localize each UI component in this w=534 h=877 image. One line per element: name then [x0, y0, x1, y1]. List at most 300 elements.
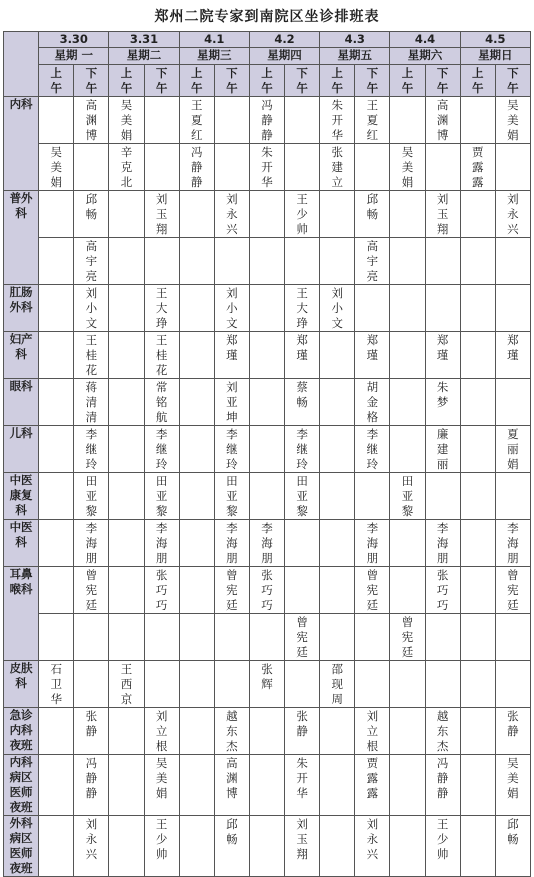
schedule-cell [39, 332, 74, 379]
doctor-name [296, 671, 308, 672]
date-header: 4.5 [460, 32, 530, 48]
weekday-row [4, 48, 531, 65]
pm-header: 下午 [355, 65, 390, 97]
doctor-name [296, 154, 308, 155]
schedule-cell [425, 661, 460, 708]
doctor-name: 李海朋 [436, 521, 449, 565]
department-name: 中医康复科 [4, 473, 39, 520]
doctor-name: 李继玲 [296, 427, 308, 471]
schedule-cell [39, 379, 74, 426]
doctor-name [156, 248, 168, 249]
doctor-name: 郑瑾 [296, 333, 308, 362]
schedule-cell [214, 614, 249, 661]
doctor-name: 郑瑾 [507, 333, 519, 362]
date-header: 3.30 [39, 32, 109, 48]
doctor-name [191, 436, 203, 437]
pm-header: 下午 [74, 65, 109, 97]
schedule-cell [390, 332, 425, 379]
schedule-cell [179, 816, 214, 877]
doctor-name [50, 201, 62, 202]
schedule-cell [390, 755, 425, 816]
doctor-name [437, 671, 449, 672]
schedule-cell [320, 426, 355, 473]
schedule-cell [460, 614, 495, 661]
department-row [4, 816, 531, 877]
doctor-name [296, 577, 308, 578]
doctor-name: 李海朋 [366, 521, 379, 565]
schedule-cell [390, 191, 425, 238]
schedule-cell [495, 144, 530, 191]
doctor-name: 吴美娟 [507, 98, 519, 142]
doctor-name [402, 436, 414, 437]
schedule-cell [425, 238, 460, 285]
doctor-name: 曾宪廷 [366, 568, 379, 612]
schedule-cell [495, 191, 530, 238]
schedule-cell [74, 708, 109, 755]
schedule-cell [460, 426, 495, 473]
doctor-name [472, 107, 484, 108]
schedule-cell [249, 97, 284, 144]
schedule-cell [179, 144, 214, 191]
schedule-cell [144, 426, 179, 473]
doctor-name: 刘小文 [85, 286, 98, 330]
doctor-name [472, 671, 484, 672]
schedule-cell [74, 614, 109, 661]
schedule-cell [320, 614, 355, 661]
doctor-name: 胡金格 [366, 380, 379, 424]
schedule-cell [495, 520, 530, 567]
doctor-name [472, 577, 484, 578]
schedule-cell [74, 97, 109, 144]
doctor-name: 冯静静 [85, 756, 98, 800]
department-row [4, 97, 531, 144]
doctor-name [331, 765, 343, 766]
schedule-cell [355, 520, 390, 567]
schedule-cell [249, 816, 284, 877]
doctor-name [261, 248, 273, 249]
department-name: 耳鼻喉科 [4, 567, 39, 661]
doctor-name [191, 826, 203, 827]
schedule-cell [355, 661, 390, 708]
doctor-name: 张静 [85, 709, 98, 738]
schedule-cell [39, 238, 74, 285]
schedule-cell [214, 473, 249, 520]
schedule-cell [425, 816, 460, 877]
schedule-cell [285, 144, 320, 191]
schedule-cell [179, 285, 214, 332]
doctor-name [121, 530, 133, 531]
doctor-name [331, 577, 343, 578]
schedule-cell [144, 379, 179, 426]
doctor-name [156, 671, 168, 672]
schedule-cell [320, 238, 355, 285]
doctor-name: 刘小文 [331, 286, 343, 330]
schedule-cell [74, 191, 109, 238]
doctor-name [472, 295, 484, 296]
doctor-name: 郑瑾 [226, 333, 238, 362]
doctor-name: 吴美娟 [50, 145, 62, 189]
schedule-cell [249, 567, 284, 614]
schedule-cell [39, 614, 74, 661]
schedule-cell [249, 426, 284, 473]
schedule-cell [390, 661, 425, 708]
weekday-header: 星期六 [390, 48, 460, 65]
doctor-name: 王夏红 [190, 98, 203, 142]
schedule-cell [74, 520, 109, 567]
doctor-name: 曾宪廷 [226, 568, 238, 612]
schedule-cell [144, 816, 179, 877]
schedule-cell [214, 816, 249, 877]
schedule-cell [390, 238, 425, 285]
doctor-name [50, 765, 62, 766]
schedule-cell [109, 332, 144, 379]
doctor-name: 辛克北 [120, 145, 133, 189]
doctor-name: 刘永兴 [507, 192, 519, 236]
schedule-cell [460, 567, 495, 614]
schedule-cell [320, 332, 355, 379]
doctor-name [507, 248, 519, 249]
schedule-cell [74, 332, 109, 379]
schedule-cell [249, 708, 284, 755]
schedule-cell [144, 614, 179, 661]
schedule-cell [74, 379, 109, 426]
doctor-name [261, 624, 273, 625]
schedule-cell [320, 97, 355, 144]
schedule-cell [285, 285, 320, 332]
schedule-cell [214, 144, 249, 191]
doctor-name [226, 154, 238, 155]
schedule-cell [109, 708, 144, 755]
schedule-cell [179, 332, 214, 379]
doctor-name: 曾宪廷 [85, 568, 98, 612]
am-header: 上午 [39, 65, 74, 97]
doctor-name: 张巧巧 [261, 568, 273, 612]
schedule-cell [390, 97, 425, 144]
doctor-name [437, 295, 449, 296]
doctor-name [437, 624, 449, 625]
schedule-cell [285, 661, 320, 708]
doctor-name [50, 389, 62, 390]
doctor-name: 蒋清清 [85, 380, 98, 424]
doctor-name [50, 248, 62, 249]
doctor-name [261, 295, 273, 296]
schedule-cell [460, 379, 495, 426]
doctor-name [191, 577, 203, 578]
department-row [4, 520, 531, 567]
doctor-name: 吴美娟 [507, 756, 519, 800]
doctor-name [331, 718, 343, 719]
doctor-name [367, 154, 379, 155]
doctor-name [86, 671, 98, 672]
date-header: 4.4 [390, 32, 460, 48]
schedule-cell [425, 426, 460, 473]
schedule-cell [249, 144, 284, 191]
doctor-name [402, 671, 414, 672]
doctor-name [367, 671, 379, 672]
schedule-cell [214, 238, 249, 285]
doctor-name: 田亚黎 [296, 474, 308, 518]
doctor-name [261, 483, 273, 484]
doctor-name [472, 624, 484, 625]
schedule-cell [179, 191, 214, 238]
doctor-name [156, 624, 168, 625]
schedule-cell [285, 473, 320, 520]
schedule-cell [425, 520, 460, 567]
doctor-name [472, 826, 484, 827]
schedule-cell [355, 816, 390, 877]
doctor-name: 越东杰 [436, 709, 449, 753]
schedule-cell [214, 426, 249, 473]
doctor-name [437, 154, 449, 155]
doctor-name [121, 718, 133, 719]
doctor-name [50, 483, 62, 484]
doctor-name [472, 248, 484, 249]
doctor-name [50, 530, 62, 531]
schedule-cell [320, 755, 355, 816]
schedule-cell [249, 473, 284, 520]
doctor-name [331, 436, 343, 437]
schedule-cell [425, 755, 460, 816]
schedule-cell [425, 708, 460, 755]
schedule-cell [390, 567, 425, 614]
doctor-name: 曾宪廷 [507, 568, 519, 612]
schedule-cell [214, 755, 249, 816]
schedule-cell [214, 708, 249, 755]
weekday-header: 星期三 [179, 48, 249, 65]
doctor-name: 田亚黎 [85, 474, 98, 518]
pm-header: 下午 [495, 65, 530, 97]
doctor-name: 王桂花 [85, 333, 98, 377]
schedule-cell [285, 238, 320, 285]
schedule-cell [109, 379, 144, 426]
doctor-name: 刘小文 [226, 286, 238, 330]
schedule-cell [390, 708, 425, 755]
schedule-cell [285, 520, 320, 567]
schedule-cell [144, 238, 179, 285]
doctor-name [472, 436, 484, 437]
doctor-name [507, 624, 519, 625]
schedule-cell [179, 708, 214, 755]
doctor-name: 邱畅 [85, 192, 98, 221]
schedule-cell [285, 816, 320, 877]
doctor-name [331, 826, 343, 827]
schedule-cell [179, 379, 214, 426]
schedule-cell [39, 661, 74, 708]
doctor-name: 刘玉翔 [436, 192, 449, 236]
schedule-cell [495, 816, 530, 877]
doctor-name [191, 530, 203, 531]
department-row [4, 426, 531, 473]
schedule-cell [39, 567, 74, 614]
doctor-name: 田亚黎 [226, 474, 238, 518]
schedule-cell [355, 426, 390, 473]
doctor-name: 高渊博 [436, 98, 449, 142]
schedule-cell [390, 426, 425, 473]
schedule-cell [460, 755, 495, 816]
schedule-cell [39, 816, 74, 877]
schedule-cell [144, 755, 179, 816]
doctor-name [402, 389, 414, 390]
schedule-cell [390, 473, 425, 520]
schedule-cell [214, 567, 249, 614]
doctor-name: 刘立根 [366, 709, 379, 753]
schedule-cell [285, 191, 320, 238]
schedule-cell [285, 614, 320, 661]
schedule-cell [144, 708, 179, 755]
schedule-cell [425, 285, 460, 332]
doctor-name [156, 107, 168, 108]
schedule-cell [249, 238, 284, 285]
schedule-cell [495, 285, 530, 332]
doctor-name [121, 201, 133, 202]
schedule-cell [39, 708, 74, 755]
doctor-name [331, 530, 343, 531]
doctor-name [50, 826, 62, 827]
doctor-name [472, 530, 484, 531]
doctor-name [367, 624, 379, 625]
doctor-name [121, 342, 133, 343]
department-name: 眼科 [4, 379, 39, 426]
schedule-cell [425, 97, 460, 144]
schedule-cell [355, 473, 390, 520]
schedule-cell [390, 520, 425, 567]
doctor-name: 李海朋 [85, 521, 98, 565]
schedule-cell [74, 426, 109, 473]
doctor-name [367, 295, 379, 296]
schedule-cell [320, 285, 355, 332]
doctor-name: 廉建丽 [436, 427, 449, 471]
doctor-name: 夏丽娟 [507, 427, 519, 471]
doctor-name: 蔡畅 [296, 380, 308, 409]
doctor-name: 刘玉翔 [296, 817, 308, 861]
doctor-name [507, 154, 519, 155]
schedule-cell [179, 473, 214, 520]
schedule-cell [249, 614, 284, 661]
date-header: 4.1 [179, 32, 249, 48]
weekday-header: 星期 一 [39, 48, 109, 65]
schedule-cell [74, 567, 109, 614]
schedule-cell [39, 520, 74, 567]
doctor-name: 李继玲 [155, 427, 168, 471]
schedule-cell [179, 755, 214, 816]
department-row [4, 144, 531, 191]
doctor-name [261, 826, 273, 827]
schedule-cell [355, 332, 390, 379]
schedule-cell [285, 426, 320, 473]
schedule-cell [74, 755, 109, 816]
doctor-name: 常铭航 [155, 380, 168, 424]
schedule-cell [320, 144, 355, 191]
schedule-cell [355, 97, 390, 144]
doctor-name [402, 248, 414, 249]
schedule-cell [320, 567, 355, 614]
doctor-name [402, 201, 414, 202]
doctor-name: 田亚黎 [401, 474, 414, 518]
pm-header: 下午 [144, 65, 179, 97]
doctor-name: 冯静静 [436, 756, 449, 800]
doctor-name [191, 765, 203, 766]
doctor-name [226, 624, 238, 625]
schedule-cell [214, 97, 249, 144]
department-name: 皮肤科 [4, 661, 39, 708]
doctor-name [507, 295, 519, 296]
doctor-name [191, 671, 203, 672]
schedule-cell [495, 661, 530, 708]
doctor-name: 刘永兴 [366, 817, 379, 861]
schedule-cell [460, 332, 495, 379]
schedule-cell [214, 332, 249, 379]
schedule-cell [249, 285, 284, 332]
department-name: 中医科 [4, 520, 39, 567]
schedule-cell [109, 567, 144, 614]
schedule-cell [249, 332, 284, 379]
schedule-cell [39, 97, 74, 144]
doctor-name [331, 342, 343, 343]
schedule-cell [355, 755, 390, 816]
doctor-name: 刘立根 [155, 709, 168, 753]
schedule-cell [144, 473, 179, 520]
doctor-name: 曾宪廷 [401, 615, 414, 659]
department-name: 普外科 [4, 191, 39, 285]
schedule-cell [179, 238, 214, 285]
doctor-name: 郑瑾 [436, 333, 449, 362]
pm-header: 下午 [214, 65, 249, 97]
department-row [4, 191, 531, 238]
weekday-header: 星期四 [249, 48, 319, 65]
doctor-name [261, 389, 273, 390]
schedule-cell [285, 755, 320, 816]
schedule-cell [390, 816, 425, 877]
doctor-name [507, 389, 519, 390]
doctor-name [296, 107, 308, 108]
doctor-name: 李继玲 [226, 427, 238, 471]
department-name: 妇产科 [4, 332, 39, 379]
doctor-name: 王少帅 [296, 192, 308, 236]
doctor-name [50, 577, 62, 578]
schedule-cell [495, 238, 530, 285]
doctor-name [50, 107, 62, 108]
am-header: 上午 [179, 65, 214, 97]
doctor-name: 李海朋 [226, 521, 238, 565]
doctor-name [86, 624, 98, 625]
schedule-cell [214, 191, 249, 238]
doctor-name [402, 342, 414, 343]
doctor-name: 贾露露 [366, 756, 379, 800]
doctor-name: 张辉 [261, 662, 273, 691]
doctor-name [86, 154, 98, 155]
doctor-name [296, 530, 308, 531]
doctor-name: 贾露露 [471, 145, 484, 189]
doctor-name: 吴美娟 [120, 98, 133, 142]
schedule-cell [460, 191, 495, 238]
schedule-cell [425, 567, 460, 614]
department-row [4, 614, 531, 661]
department-row [4, 332, 531, 379]
schedule-cell [249, 191, 284, 238]
schedule-cell [39, 191, 74, 238]
doctor-name [121, 295, 133, 296]
doctor-name: 王少帅 [155, 817, 168, 861]
weekday-header: 星期五 [320, 48, 390, 65]
schedule-cell [390, 379, 425, 426]
department-row [4, 285, 531, 332]
schedule-cell [355, 708, 390, 755]
doctor-name [191, 624, 203, 625]
schedule-cell [74, 816, 109, 877]
schedule-cell [179, 567, 214, 614]
doctor-name: 越东杰 [226, 709, 238, 753]
schedule-cell [144, 97, 179, 144]
